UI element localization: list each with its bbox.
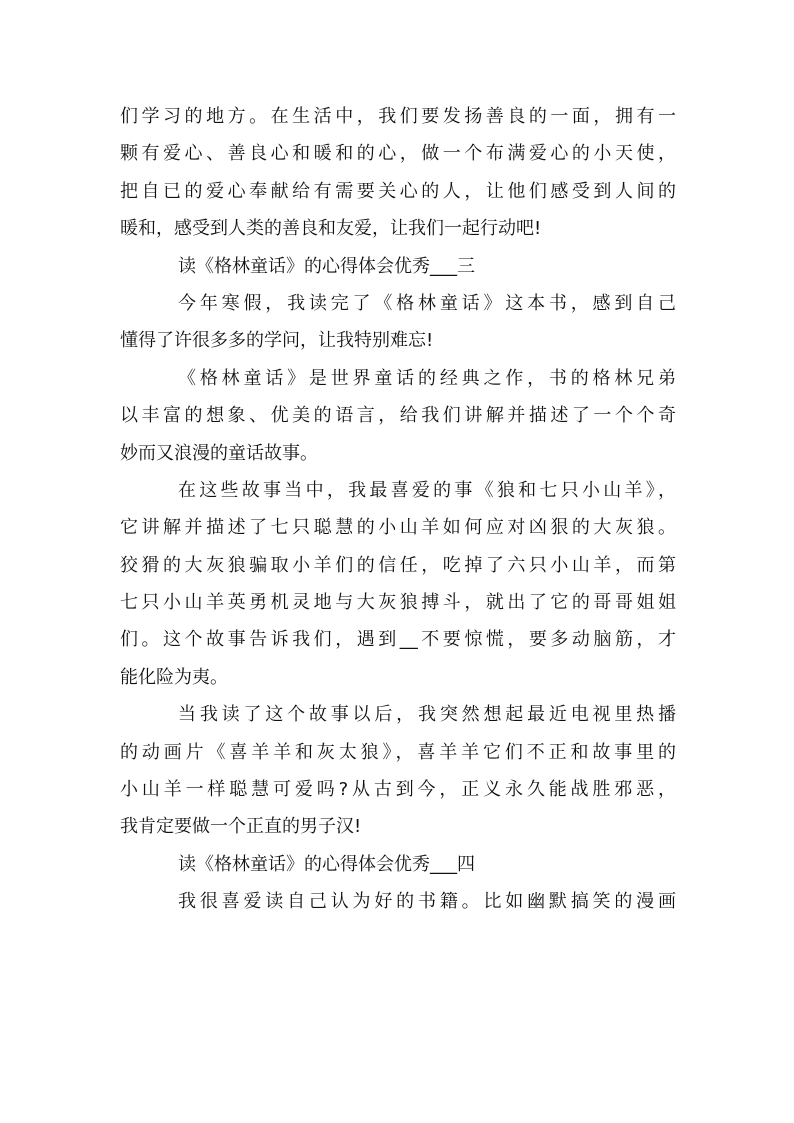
text-line: 当我读了这个故事以后，我突然想起最近电视里热播	[178, 704, 676, 726]
text-line: 今年寒假，我读完了《格林童话》这本书，感到自己	[178, 292, 676, 314]
text-line: 能化险为夷。	[120, 666, 228, 688]
text-line: 以丰富的想象、优美的语言，给我们讲解并描述了一个个奇	[120, 405, 676, 427]
text-line: 狡猾的大灰狼骗取小羊们的信任，吃掉了六只小山羊，而第	[120, 554, 676, 576]
text-line: 我肯定要做一个正直的男子汉!	[120, 816, 362, 838]
text-line: 颗有爱心、善良心和暖和的心，做一个布满爱心的小天使，	[120, 143, 676, 165]
text-line: 妙而又浪漫的童话故事。	[120, 442, 318, 464]
section-heading: 读《格林童话》的心得体会优秀___四	[178, 853, 475, 875]
text-line: 小山羊一样聪慧可爱吗?从古到今，正义永久能战胜邪恶，	[120, 779, 676, 801]
text-line: 七只小山羊英勇机灵地与大灰狼搏斗，就出了它的哥哥姐姐	[120, 592, 676, 614]
text-line: 它讲解并描述了七只聪慧的小山羊如何应对凶狠的大灰狼。	[120, 517, 676, 539]
text-line: 们学习的地方。在生活中，我们要发扬善良的一面，拥有一	[120, 106, 676, 127]
text-line: 懂得了许很多多的学问，让我特别难忘!	[120, 330, 434, 352]
text-line: 暖和，感受到人类的善良和友爱，让我们一起行动吧!	[120, 218, 542, 240]
text-line: 的动画片《喜羊羊和灰太狼》，喜羊羊它们不正和故事里的	[120, 741, 676, 763]
text-line: 在这些故事当中，我最喜爱的事《狼和七只小山羊》，	[178, 479, 676, 501]
section-heading: 读《格林童话》的心得体会优秀___三	[178, 255, 475, 277]
document-body	[120, 98, 676, 921]
text-line: 们。这个故事告诉我们，遇到__不要惊慌，要多动脑筋，才	[120, 629, 676, 651]
text-line: 把自已的爱心奉献给有需要关心的人，让他们感受到人间的	[120, 180, 676, 202]
text-line: 《格林童话》是世界童话的经典之作，书的格林兄弟	[178, 367, 676, 389]
text-line: 我很喜爱读自己认为好的书籍。比如幽默搞笑的漫画	[178, 891, 676, 913]
